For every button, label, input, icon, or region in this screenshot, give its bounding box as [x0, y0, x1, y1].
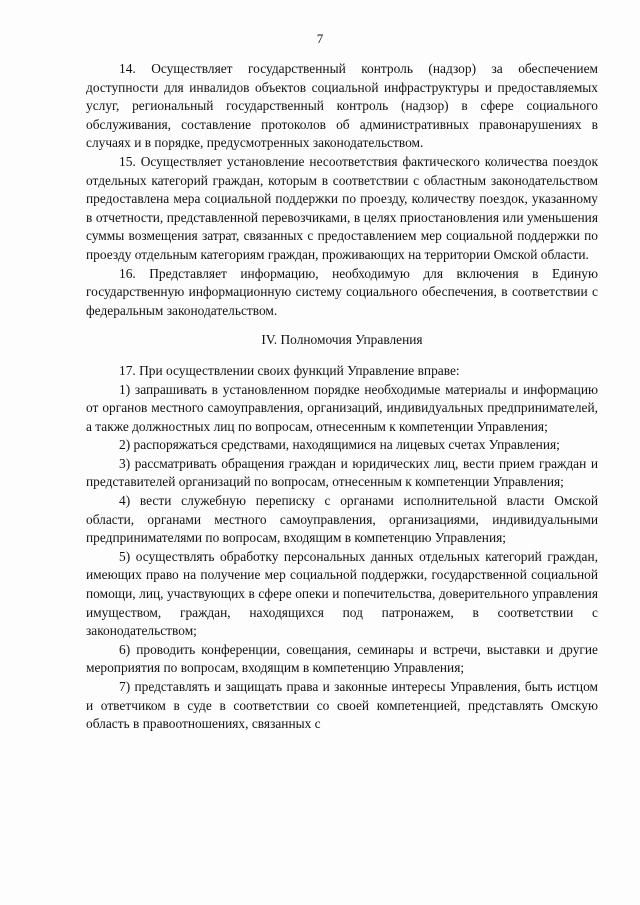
list-item-1: 1) запрашивать в установленном порядке необходимые материалы и информацию от органов местного самоуправления, организаций, индивидуальных предпринимателей, а также должностных лиц по вопросам, отнесенным к компетенции Управления;: [86, 381, 598, 434]
list-item-5: 5) осуществлять обработку персональных данных отдельных категорий граждан, имеющих право на получение мер социальной поддержки, государственной социальной помощи, лиц, участвующих в сфере опеки и попечительства, доверительного управления имуществом, граждан, находящихся под патронажем, в соответствии с законодательством;: [86, 548, 598, 639]
document-body: [86, 60, 598, 734]
paragraph-17: 17. При осуществлении своих функций Управление вправе:: [119, 362, 460, 378]
list-item-2: 2) распоряжаться средствами, находящимися на лицевых счетах Управления;: [119, 437, 560, 453]
list-item-4: 4) вести служебную переписку с органами исполнительной власти Омской области, органами местного самоуправления, организациями, индивидуальными предпринимателями по вопросам, входящим в компетенцию Управления;: [86, 493, 598, 546]
paragraph-14: 14. Осуществляет государственный контроль (надзор) за обеспечением доступности для инвалидов объектов социальной инфраструктуры и предоставляемых услуг, региональный государственный контроль (надзор) в сфере социального обслуживания, составление протоколов об административных правонарушениях в случаях и в порядке, предусмотренных законодательством.: [86, 61, 598, 151]
list-item-7: 7) представлять и защищать права и законные интересы Управления, быть истцом и ответчиком в суде в соответствии со своей компетенцией, представлять Омскую область в правоотношениях, связанных с: [86, 679, 598, 732]
section-heading: IV. Полномочия Управления: [261, 332, 423, 348]
paragraph-16: 16. Представляет информацию, необходимую для включения в Единую государственную информационную систему социального обеспечения, в соответствии с федеральным законодательством.: [86, 265, 598, 318]
paragraph-15: 15. Осуществляет установление несоответствия фактического количества поездок отдельных категорий граждан, которым в соответствии с областным законодательством предоставлена мера социальной поддержки по проезду, количеству поездок, указанному в отчетности, представленной перевозчиками, в целях приостановления или уменьшения суммы возмещения затрат, связанных с предоставлением мер социальной поддержки по проезду отдельным категориям граждан, проживающих на территории Омской области.: [86, 153, 598, 262]
page-number: 7: [316, 31, 324, 46]
list-item-3: 3) рассматривать обращения граждан и юридических лиц, вести прием граждан и представителей организаций по вопросам, отнесенным к компетенции Управления;: [86, 455, 598, 490]
list-item-6: 6) проводить конференции, совещания, семинары и встречи, выставки и другие мероприятия по вопросам, входящим в компетенцию Управления;: [86, 641, 598, 676]
